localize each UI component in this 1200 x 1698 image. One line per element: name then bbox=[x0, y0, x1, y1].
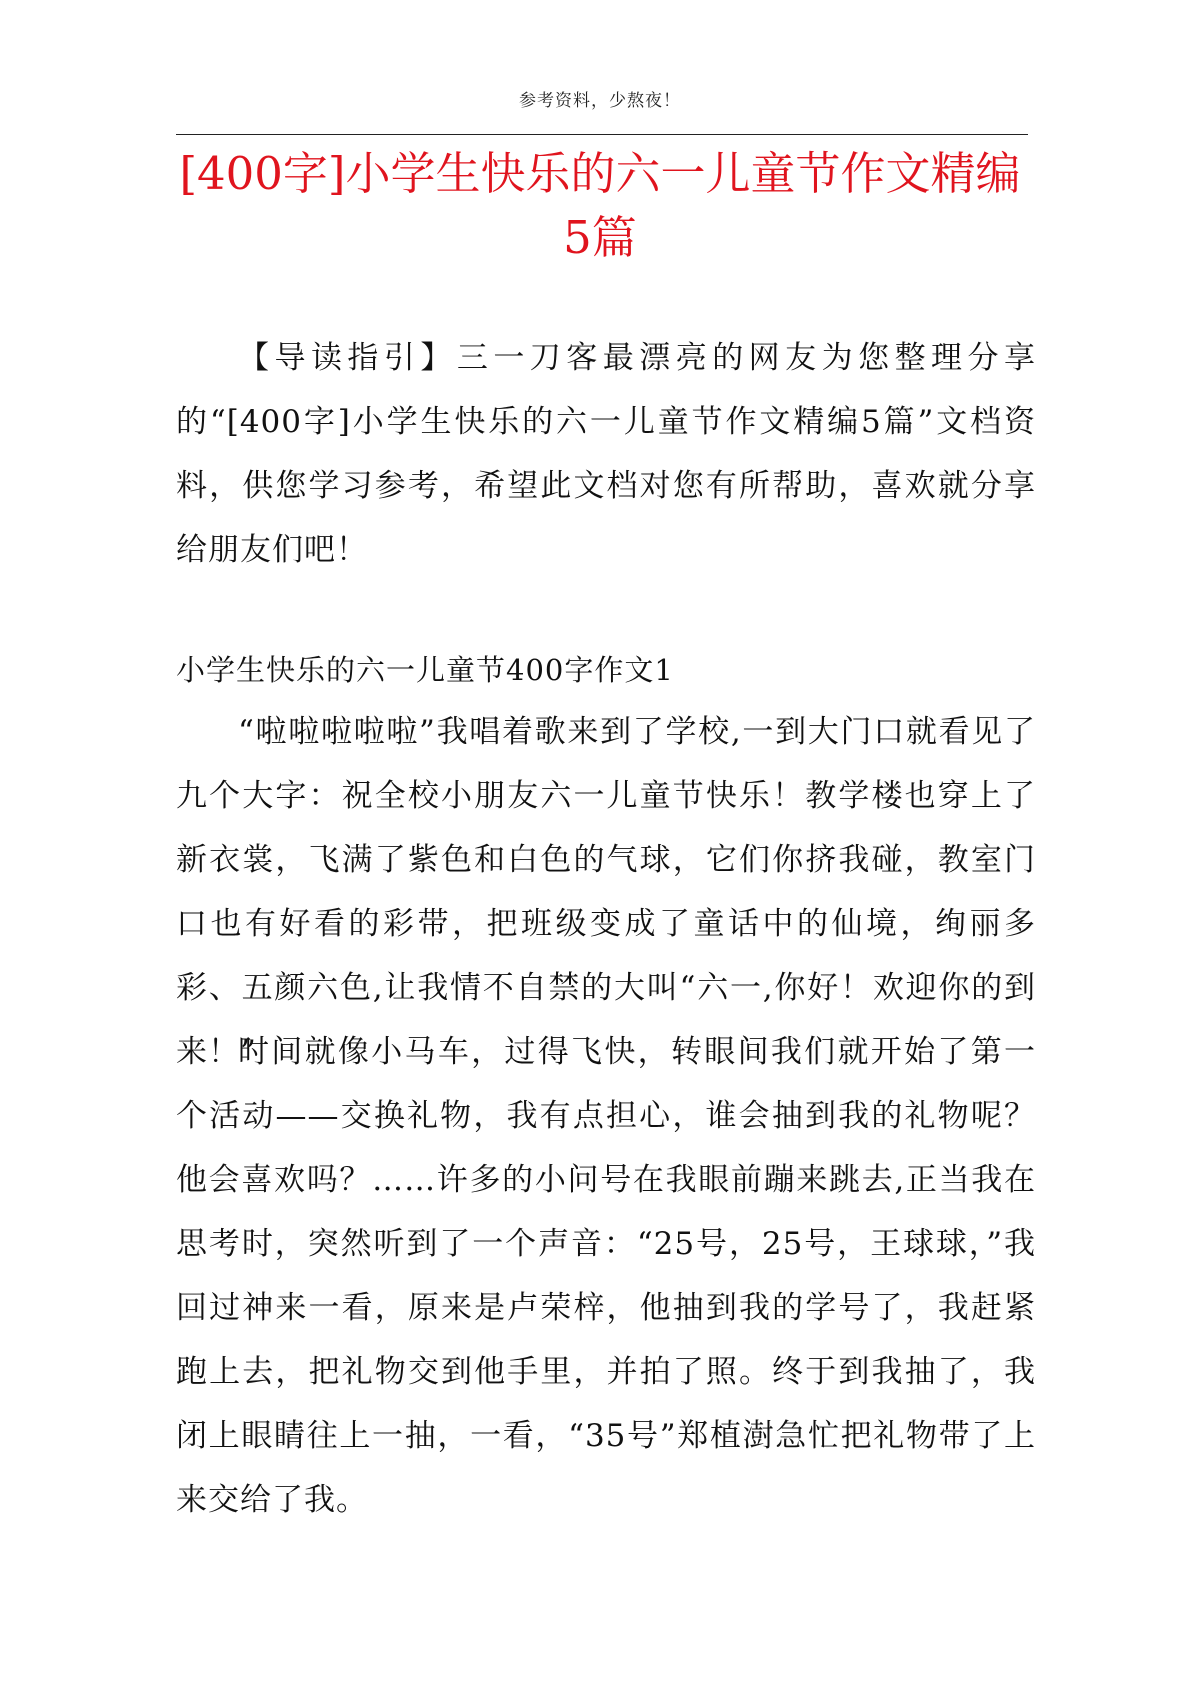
header-divider bbox=[176, 134, 1028, 135]
header-note: 参考资料，少熬夜！ bbox=[519, 91, 681, 111]
document-title: [400字]小学生快乐的六一儿童节作文精编5篇 bbox=[179, 147, 1021, 264]
essay-paragraph-1: “啦啦啦啦啦”我唱着歌来到了学校,一到大门口就看见了九个大字：祝全校小朋友六一儿童节快乐！教学楼也穿上了新衣裳，飞满了紫色和白色的气球，它们你挤我碰，教室门口也有好看的彩带，把班级变成了童话中的仙境，绚丽多彩、五颜六色,让我情不自禁的大叫“六一,你好！欢迎你的到来！” bbox=[176, 714, 1036, 1070]
essay-title: 小学生快乐的六一儿童节400字作文1 bbox=[176, 653, 674, 687]
essay-paragraph-2: 时间就像小马车，过得飞快，转眼间我们就开始了第一个活动——交换礼物，我有点担心，谁会抽到我的礼物呢？他会喜欢吗？……许多的小问号在我眼前蹦来跳去,正当我在思考时，突然听到了一个声音：“25号，25号，王球球，”我回过神来一看，原来是卢荣梓，他抽到我的学号了，我赶紧跑上去，把礼物交到他手里，并拍了照。终于到我抽了，我闭上眼睛往上一抽，一看，“35号”郑植澍急忙把礼物带了上来交给了我。 bbox=[176, 1034, 1036, 1518]
intro-paragraph: 【导读指引】三一刀客最漂亮的网友为您整理分享的“[400字]小学生快乐的六一儿童节作文精编5篇”文档资料，供您学习参考，希望此文档对您有所帮助，喜欢就分享给朋友们吧！ bbox=[176, 340, 1036, 568]
